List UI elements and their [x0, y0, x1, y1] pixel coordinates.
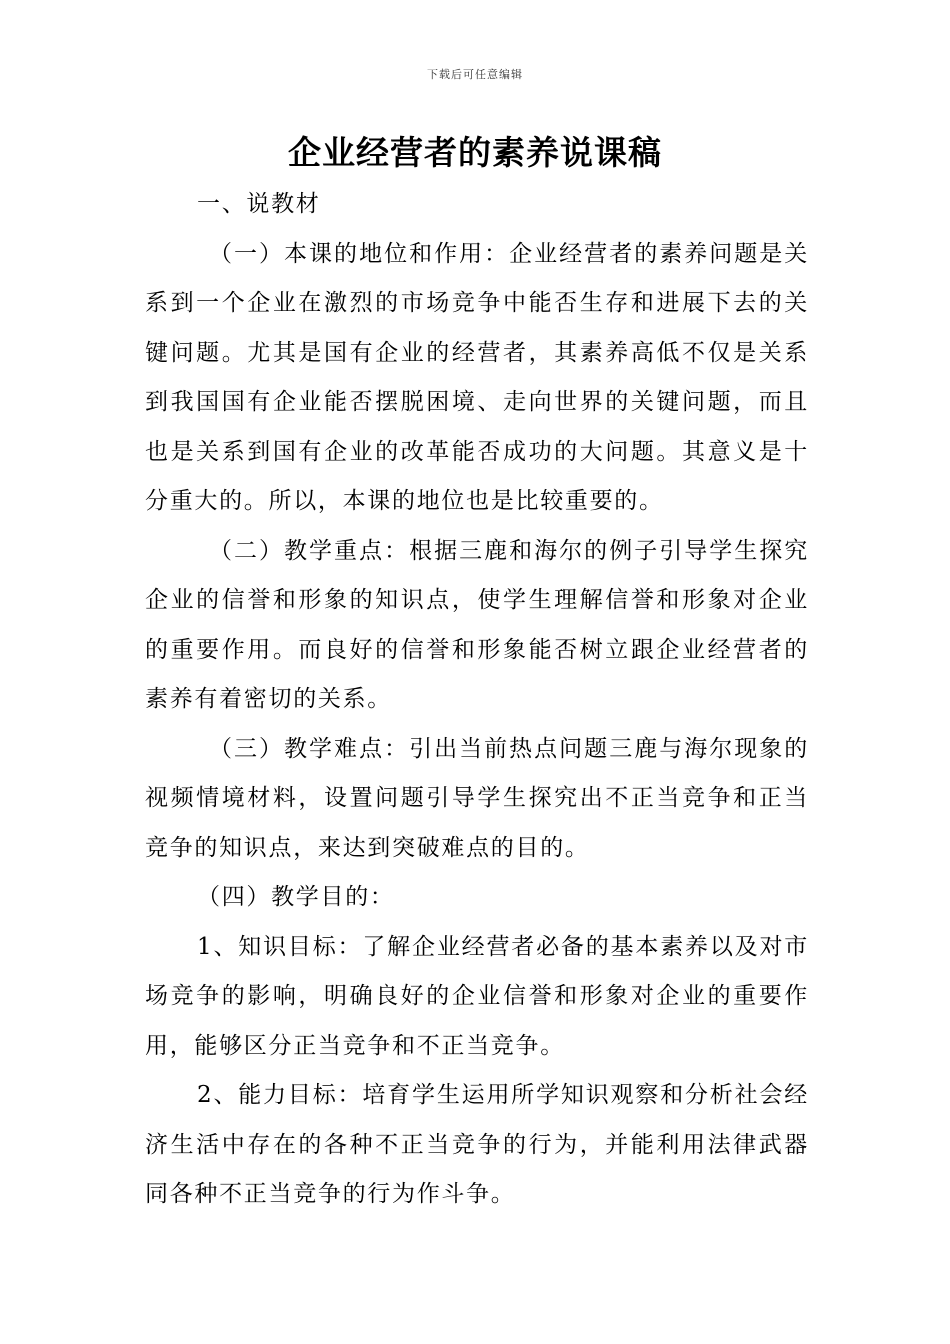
header-note: 下载后可任意编辑 — [427, 68, 523, 81]
document-body — [145, 180, 809, 1220]
paragraph-difficulties: （三）教学难点：引出当前热点问题三鹿与海尔现象的视频情境材料，设置问题引导学生探究出不正当竞争和正当竞争的知识点，来达到突破难点的目的。 — [145, 735, 809, 861]
paragraph-ability-objective: 2、能力目标：培育学生运用所学知识观察和分析社会经济生活中存在的各种不正当竞争的行为，并能利用法律武器同各种不正当竞争的行为作斗争。 — [145, 1082, 809, 1207]
paragraph-objectives-heading: （四）教学目的： — [197, 884, 395, 910]
document-title: 企业经营者的素养说课稿 — [288, 133, 662, 172]
paragraph-position-role: （一）本课的地位和作用：企业经营者的素养问题是关系到一个企业在激烈的市场竞争中能否生存和进展下去的关键问题。尤其是国有企业的经营者，其素养高低不仅是关系到我国国有企业能否摆脱困境、走向世界的关键问题，而且也是关系到国有企业的改革能否成功的大问题。其意义是十分重大的。所以，本课的地位也是比较重要的。 — [145, 240, 809, 514]
section-heading: 一、说教材 — [197, 191, 321, 217]
paragraph-key-points: （二）教学重点：根据三鹿和海尔的例子引导学生探究企业的信誉和形象的知识点，使学生理解信誉和形象对企业的重要作用。而良好的信誉和形象能否树立跟企业经营者的素养有着密切的关系。 — [145, 537, 809, 712]
paragraph-knowledge-objective: 1、知识目标：了解企业经营者必备的基本素养以及对市场竞争的影响，明确良好的企业信誉和形象对企业的重要作用，能够区分正当竞争和不正当竞争。 — [145, 933, 809, 1059]
